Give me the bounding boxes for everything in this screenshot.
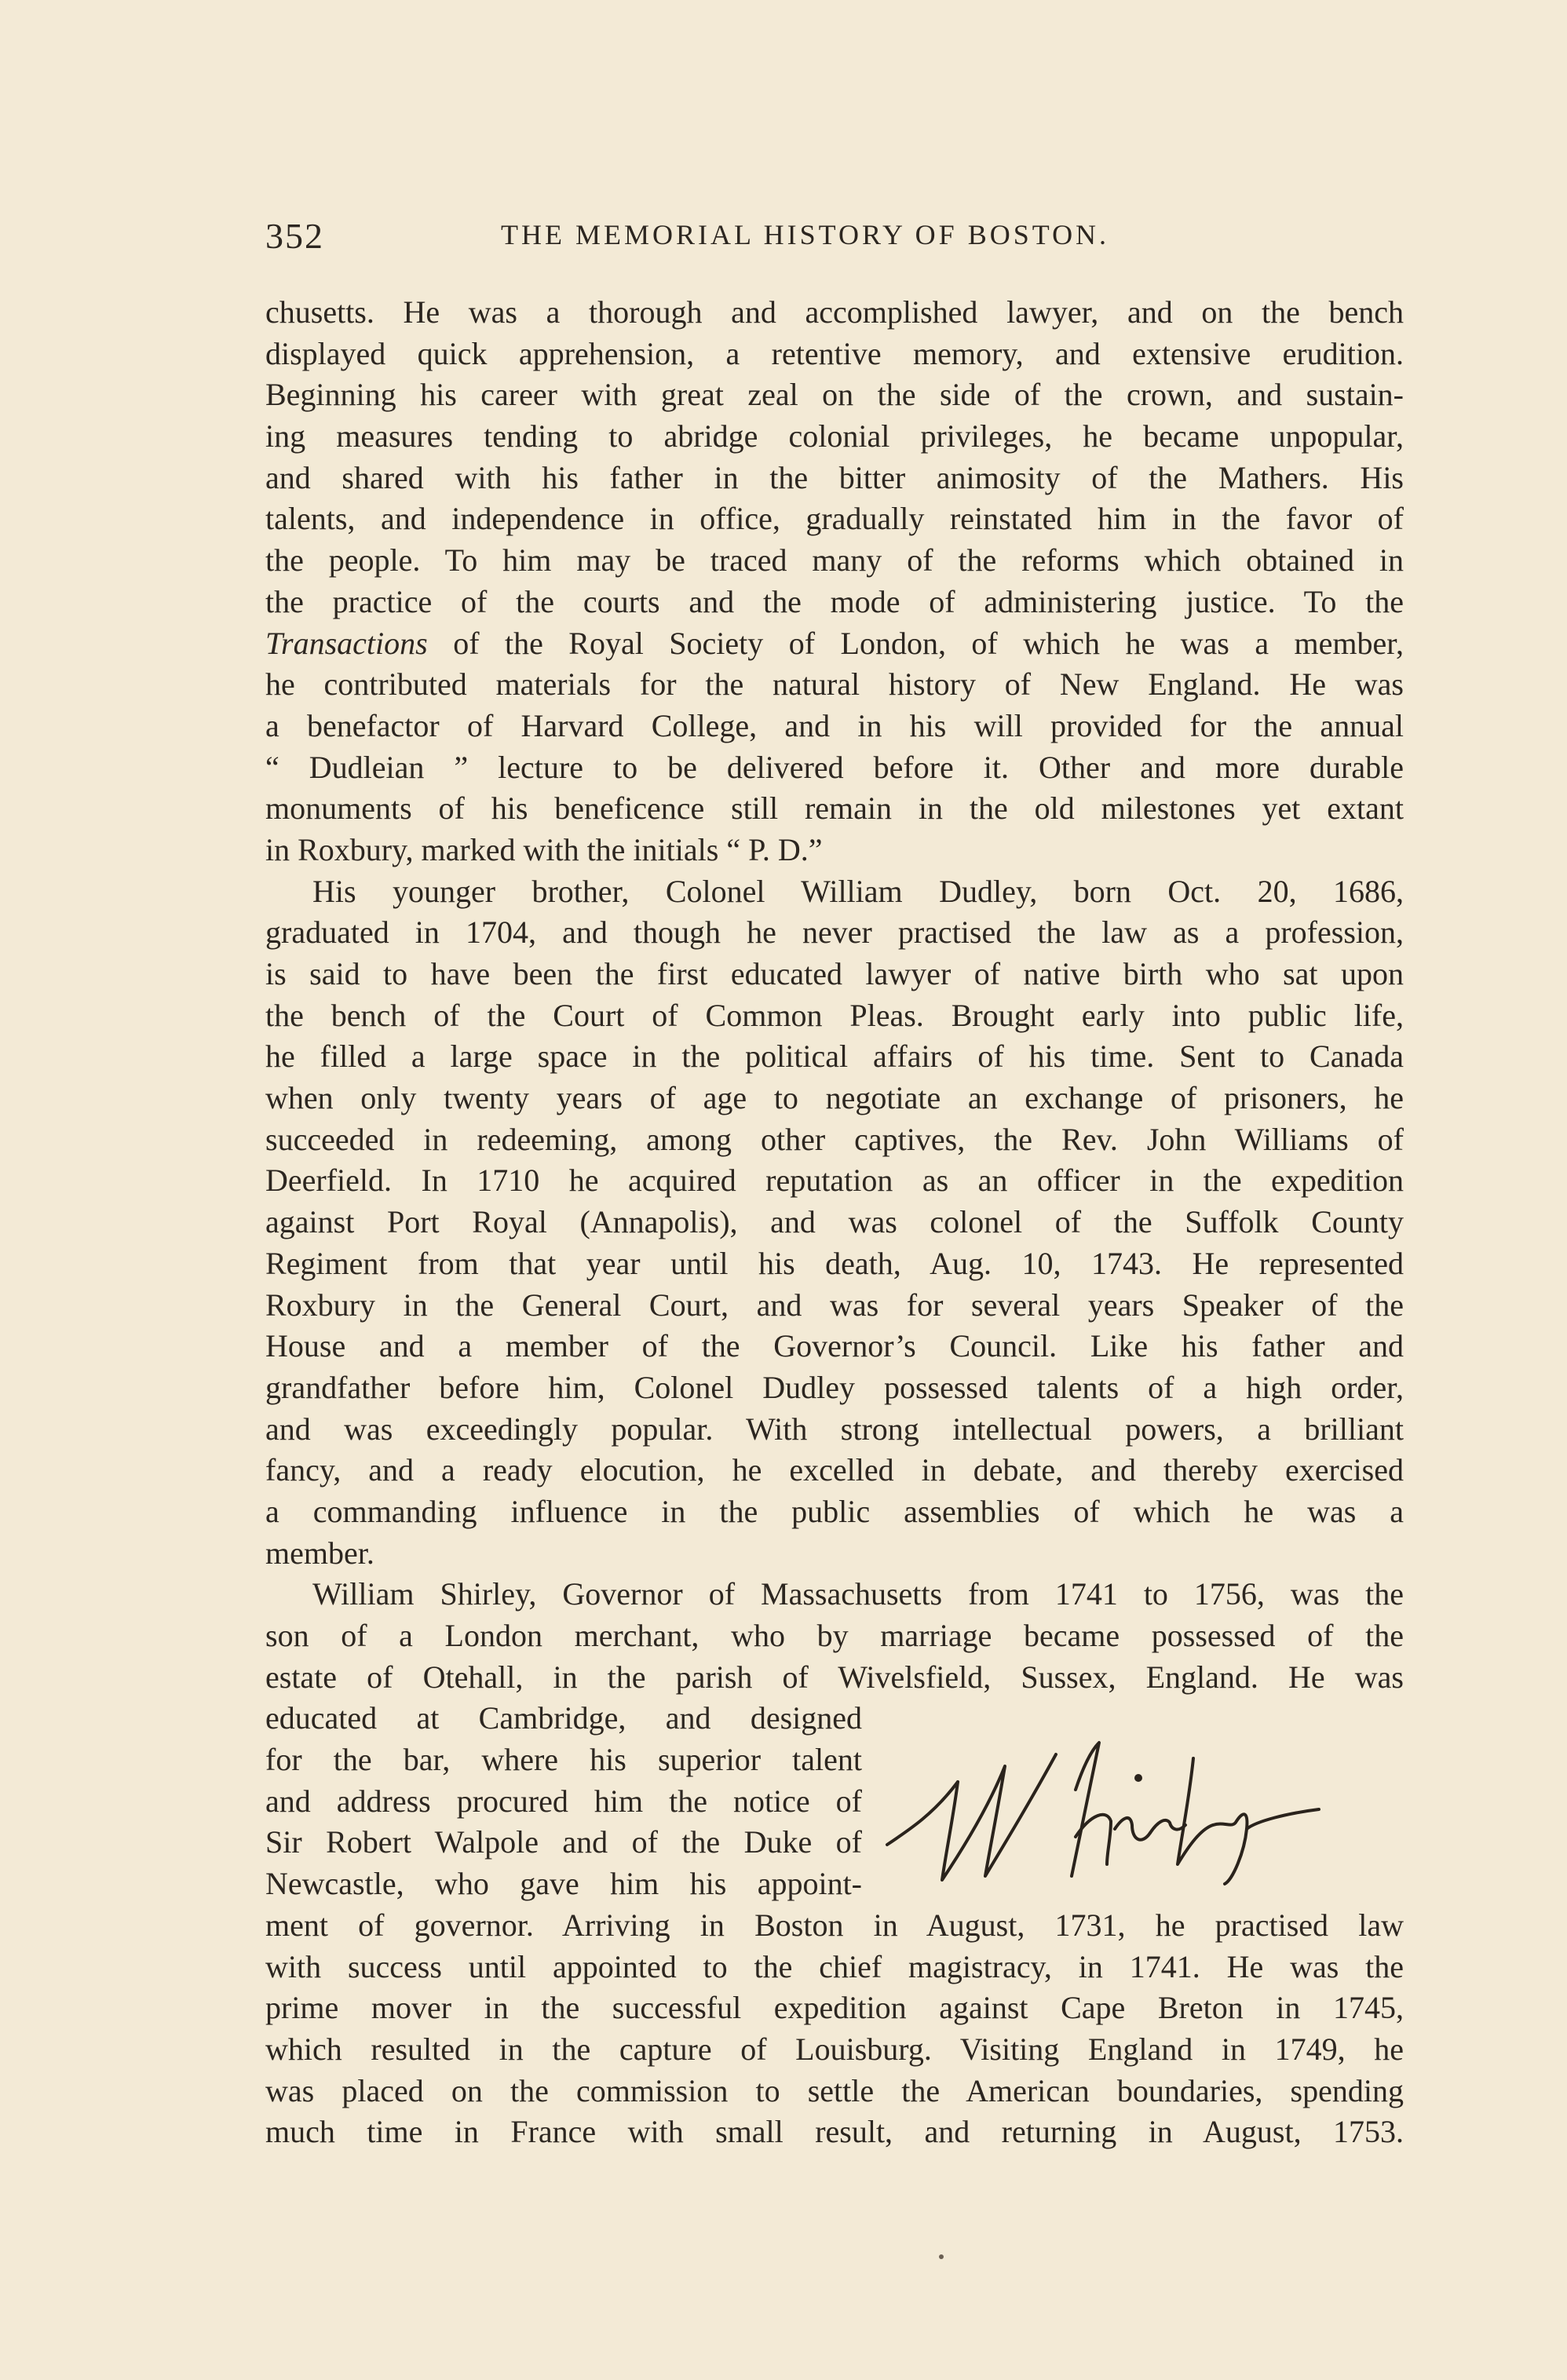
text-line: Newcastle, who gave him his appoint- <box>265 1866 862 1902</box>
text-line: ment of governor. Arriving in Boston in August, 1731, he practised law <box>265 1907 1404 1943</box>
text-line: and address procured him the notice of <box>265 1783 862 1819</box>
text-line: he filled a large space in the political affairs of his time. Sent to Canada <box>265 1039 1404 1075</box>
text-line: which resulted in the capture of Louisburg. Visiting England in 1749, he <box>265 2031 1404 2067</box>
text-line: “ Dudleian ” lecture to be delivered before it. Other and more durable <box>265 749 1404 785</box>
shirley-signature <box>879 1735 1397 1892</box>
running-title: THE MEMORIAL HISTORY OF BOSTON. <box>501 219 1110 250</box>
text-line: succeeded in redeeming, among other captives, the Rev. John Williams of <box>265 1121 1404 1157</box>
page-header <box>265 212 1404 259</box>
text-line: educated at Cambridge, and designed <box>265 1700 862 1736</box>
text-line: for the bar, where his superior talent <box>265 1742 862 1778</box>
text-line: Regiment from that year until his death, Aug. 10, 1743. He represented <box>265 1245 1404 1281</box>
text-line: ing measures tending to abridge colonial privileges, he became unpopular, <box>265 418 1404 454</box>
text-line-with-italic <box>265 623 1404 665</box>
text-line: member. <box>265 1535 374 1571</box>
page-number: 352 <box>265 216 324 256</box>
paper-speck <box>939 2254 944 2259</box>
text-line: and was exceedingly popular. With strong intellectual powers, a brilliant <box>265 1411 1404 1447</box>
text-line: when only twenty years of age to negotiate an exchange of prisoners, he <box>265 1080 1404 1116</box>
text-line: was placed on the commission to settle the American boundaries, spending <box>265 2072 1404 2108</box>
text-line: he contributed materials for the natural history of New England. He was <box>265 666 1404 703</box>
text-line: monuments of his beneficence still remain in the old milestones yet extant <box>265 790 1404 827</box>
paragraph-dudley-paul <box>265 292 1404 871</box>
text-line: Beginning his career with great zeal on the side of the crown, and sustain- <box>265 377 1404 413</box>
text-line: William Shirley, Governor of Massachusetts from 1741 to 1756, was the <box>312 1576 1404 1612</box>
text-line: displayed quick apprehension, a retentive memory, and extensive erudition. <box>265 335 1404 371</box>
paragraph-william-dudley <box>265 871 1404 1575</box>
text-line: talents, and independence in office, gradually reinstated him in the favor of <box>265 501 1404 537</box>
text-line: is said to have been the first educated lawyer of native birth who sat upon <box>265 956 1404 991</box>
text-line: grandfather before him, Colonel Dudley possessed talents of a high order, <box>265 1369 1404 1405</box>
text-line: His younger brother, Colonel William Dudley, born Oct. 20, 1686, <box>312 873 1404 909</box>
text-line: the bench of the Court of Common Pleas. Brought early into public life, <box>265 997 1404 1033</box>
text-line: much time in France with small result, and returning in August, 1753. <box>265 2114 1404 2150</box>
text-line: in Roxbury, marked with the initials “ P. D.” <box>265 831 823 867</box>
text-line: a commanding influence in the public assemblies of which he was a <box>265 1493 1404 1529</box>
text-line: Sir Robert Walpole and of the Duke of <box>265 1824 862 1860</box>
text-line: son of a London merchant, who by marriage became possessed of the <box>265 1618 1404 1653</box>
text-line: against Port Royal (Annapolis), and was colonel of the Suffolk County <box>265 1204 1404 1240</box>
text-line: fancy, and a ready elocution, he excelled in debate, and thereby exercised <box>265 1452 1404 1488</box>
text-line: prime mover in the successful expedition against Cape Breton in 1745, <box>265 1990 1404 2026</box>
text-line-rest: of the Royal Society of London, of which he was a member, <box>453 625 1404 661</box>
text-line: Roxbury in the General Court, and was for several years Speaker of the <box>265 1287 1404 1323</box>
text-line: Deerfield. In 1710 he acquired reputation as an officer in the expedition <box>265 1163 1404 1199</box>
text-line: graduated in 1704, and though he never practised the law as a profession, <box>265 914 1404 951</box>
text-line: a benefactor of Harvard College, and in his will provided for the annual <box>265 707 1404 743</box>
text-line: with success until appointed to the chief magistracy, in 1741. He was the <box>265 1948 1404 1984</box>
text-line: House and a member of the Governor’s Council. Like his father and <box>265 1328 1404 1364</box>
text-line: and shared with his father in the bitter animosity of the Mathers. His <box>265 459 1404 495</box>
text-line: chusetts. He was a thorough and accomplished lawyer, and on the bench <box>265 294 1404 330</box>
text-line: the people. To him may be traced many of the reforms which obtained in <box>265 542 1404 579</box>
italic-title: Transactions <box>265 625 428 661</box>
text-line: estate of Otehall, in the parish of Wivelsfield, Sussex, England. He was <box>265 1659 1404 1695</box>
text-line: the practice of the courts and the mode of administering justice. To the <box>265 583 1404 619</box>
